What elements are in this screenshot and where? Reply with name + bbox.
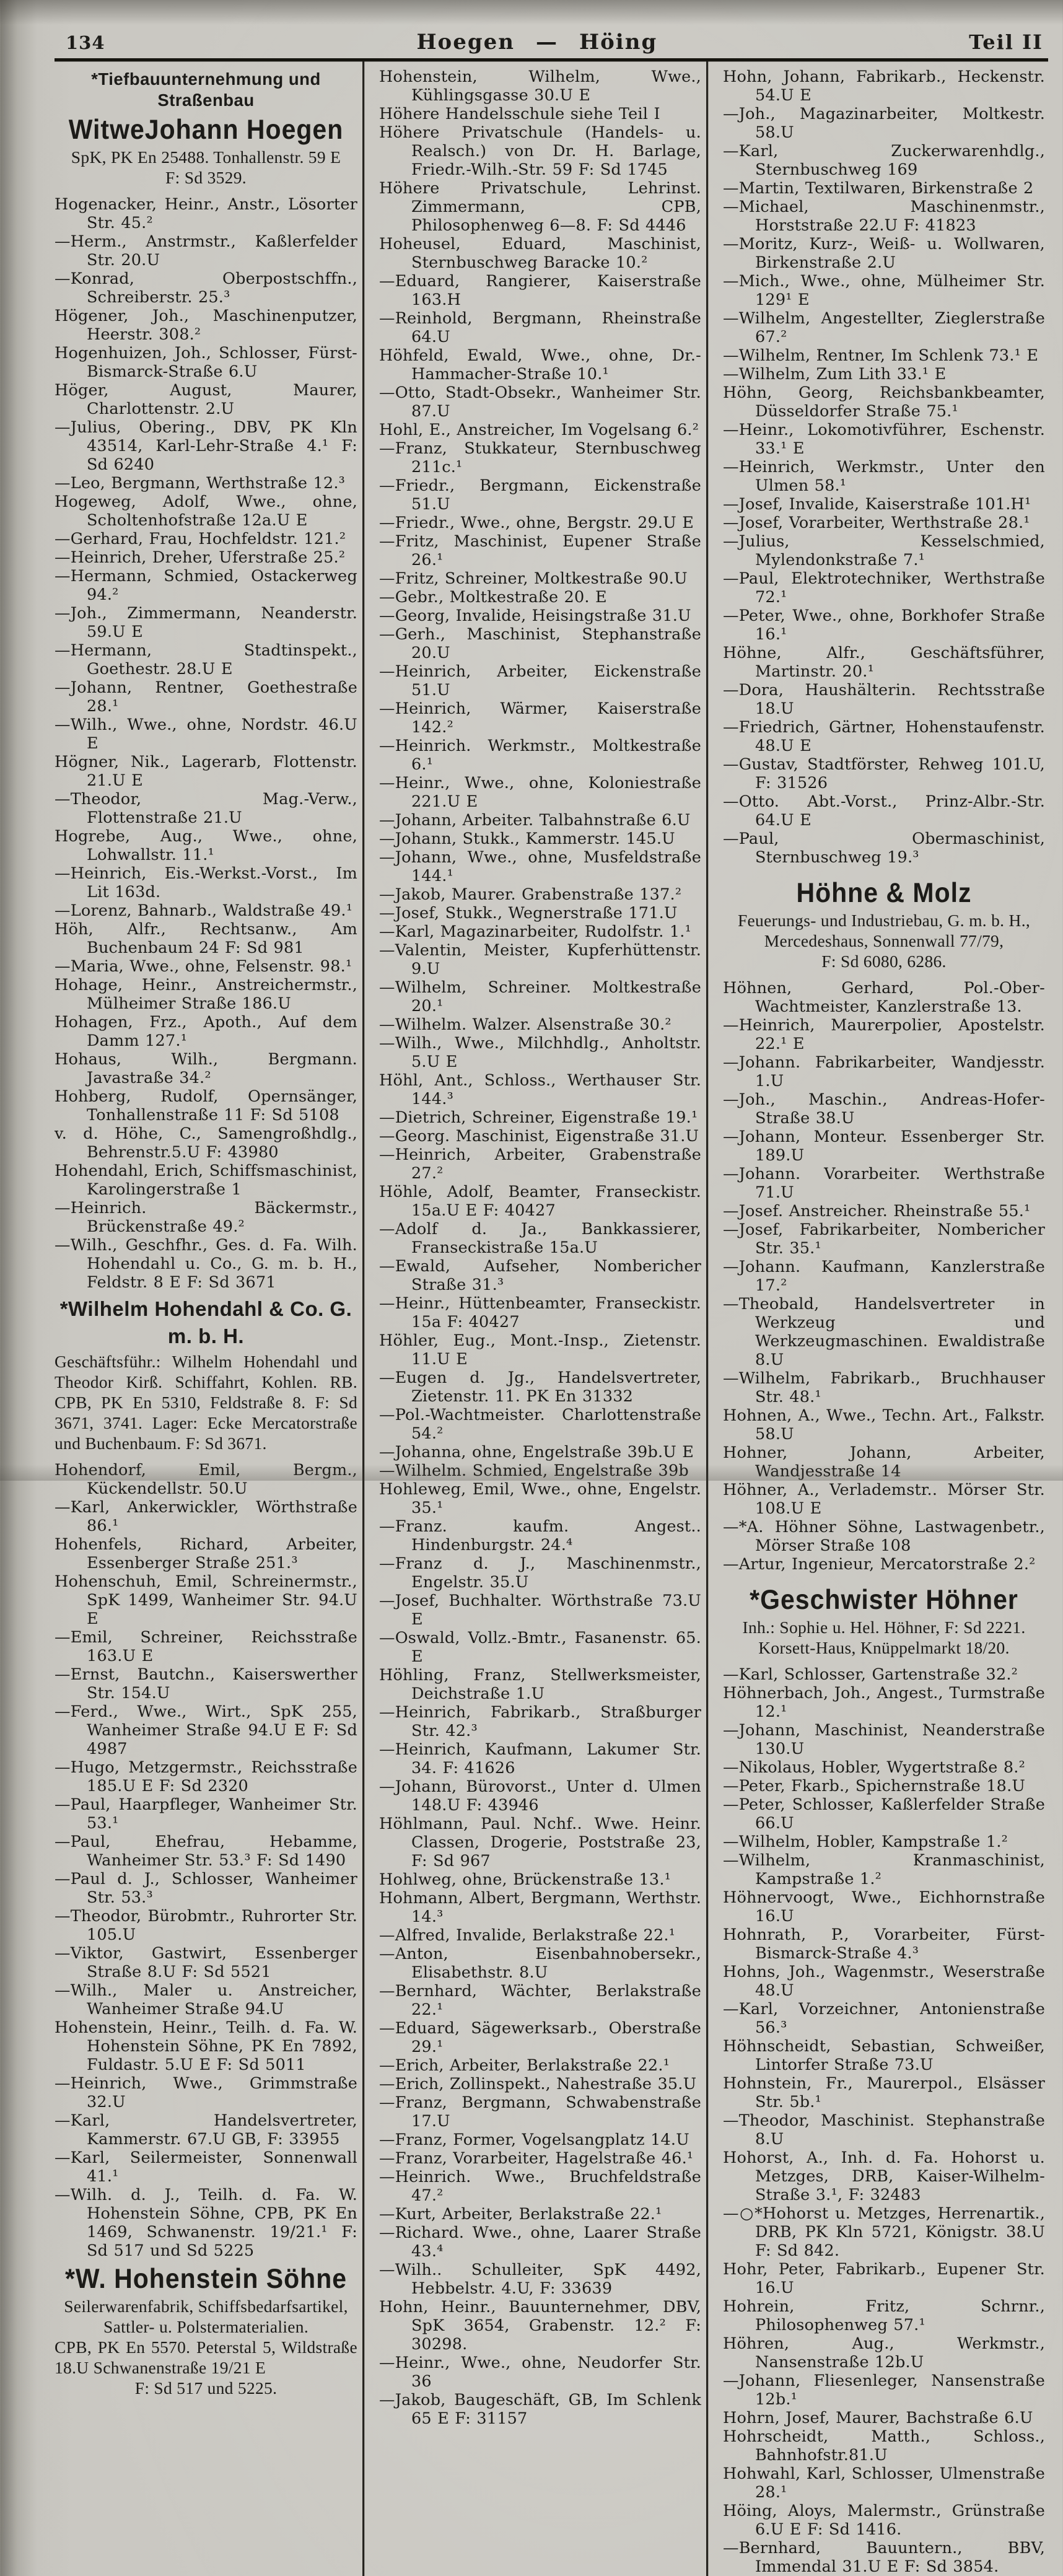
directory-entry: Hohleweg, Emil, Wwe., ohne, Engelstr. 35.¹: [379, 1480, 701, 1517]
ad-text-line: F: Sd 6080, 6286.: [821, 952, 947, 971]
directory-entry: —Heinr., Wwe., ohne, Neudorfer Str. 36: [379, 2354, 701, 2391]
directory-entry: —Otto, Stadt-Obsekr., Wanheimer Str. 87.U: [379, 383, 701, 421]
directory-entry: Höhfeld, Ewald, Wwe., ohne, Dr.-Hammacher-Straße 10.¹: [379, 346, 701, 383]
directory-entry: —Gustav, Stadtförster, Rehweg 101.U, F: 31526: [723, 755, 1045, 792]
directory-entry: Högener, Joh., Maschinenputzer, Heerstr. 308.²: [55, 307, 357, 344]
directory-entry: —Ewald, Aufseher, Nombericher Straße 31.³: [379, 1257, 701, 1294]
directory-entry: —Jakob, Maurer. Grabenstraße 137.²: [379, 885, 682, 904]
directory-entry: —Franz, Vorarbeiter, Hagelstraße 46.¹: [379, 2149, 694, 2168]
ad-text-line: Feuerungs- und Industriebau, G. m. b. H.,: [737, 911, 1031, 930]
directory-entry: —Pol.-Wachtmeister. Charlottenstraße 54.²: [379, 1406, 701, 1443]
directory-entry: Höh, Alfr., Rechtsanw., Am Buchenbaum 24 F: Sd 981: [55, 920, 357, 957]
directory-entry: —Franz. kaufm. Angest.. Hindenburgstr. 24.⁴: [379, 1517, 701, 1554]
directory-entry: —Joh., Maschin., Andreas-Hofer-Straße 38.U: [723, 1090, 1045, 1128]
column-3: [708, 61, 1045, 2576]
directory-entry: —Gebr., Moltkestraße 20. E: [379, 588, 607, 607]
ad-text-line: Korsett-Haus, Knüppelmarkt 18/20.: [758, 1638, 1010, 1657]
directory-entry: —Johanna, ohne, Engelstraße 39b.U E: [379, 1443, 694, 1461]
directory-entry: —Heinrich. Bäckermstr., Brückenstraße 49.²: [55, 1199, 357, 1236]
ad-company-name: Höhne & Molz: [796, 877, 972, 908]
directory-entry: —Ferd., Wwe., Wirt., SpK 255, Wanheimer Straße 94.U E F: Sd 4987: [55, 1702, 357, 1758]
directory-entry: —Johann. Kaufmann, Kanzlerstraße 17.²: [723, 1258, 1045, 1295]
directory-entry: —Eduard, Rangierer, Kaiserstraße 163.H: [379, 272, 701, 309]
directory-entry: —Peter, Schlosser, Kaßlerfelder Straße 66.U: [723, 1795, 1045, 1833]
directory-entry: —Bernhard, Bauuntern., BBV, Immendal 31.U E F: Sd 3854.: [723, 2539, 1045, 2576]
directory-entry: Höhling, Franz, Stellwerksmeister, Deichstraße 1.U: [379, 1666, 701, 1703]
directory-entry: Hohberg, Rudolf, Opernsänger, Tonhallenstraße 11 F: Sd 5108: [55, 1087, 357, 1124]
directory-entry: —Maria, Wwe., ohne, Felsenstr. 98.¹: [55, 957, 352, 976]
directory-entry: —Eduard, Sägewerksarb., Oberstraße 29.¹: [379, 2019, 701, 2056]
directory-entry: —Emil, Schreiner, Reichsstraße 163.U E: [55, 1628, 357, 1665]
directory-entry: Hohnrath, P., Vorarbeiter, Fürst-Bismarck-Straße 4.³: [723, 1925, 1045, 1963]
spacer: [55, 188, 357, 195]
directory-entry: —Mich., Wwe., ohne, Mülheimer Str. 129¹ E: [723, 272, 1045, 309]
directory-entry: Höhler, Eug., Mont.-Insp., Zietenstr. 11.U E: [379, 1331, 701, 1369]
directory-entry: Hoheusel, Eduard, Maschinist, Sternbuschweg Baracke 10.²: [379, 235, 701, 272]
directory-entry: —Heinrich, Fabrikarb., Straßburger Str. 42.³: [379, 1703, 701, 1740]
page-header: [55, 30, 1048, 58]
directory-entry: —Heinr., Wwe., ohne, Koloniestraße 221.U E: [379, 774, 701, 811]
directory-entry: Höhnscheidt, Sebastian, Schweißer, Lintorfer Straße 73.U: [723, 2037, 1045, 2074]
directory-entry: Hohenfels, Richard, Arbeiter, Essenberger Straße 251.³: [55, 1535, 357, 1572]
directory-entry: —Georg. Maschinist, Eigenstraße 31.U: [379, 1127, 699, 1146]
directory-entry: —Karl, Ankerwickler, Wörthstraße 86.¹: [55, 1498, 357, 1535]
directory-entry: Hohr, Peter, Fabrikarb., Eupener Str. 16.U: [723, 2260, 1045, 2297]
directory-entry: —Artur, Ingenieur, Mercatorstraße 2.²: [723, 1555, 1036, 1574]
ad-text-line: SpK, PK En 25488. Tonhallenstr. 59 E: [71, 147, 341, 167]
directory-entry: —Michael, Maschinenmstr., Horststraße 22.U F: 41823: [723, 198, 1045, 235]
ad-text-block: Geschäftsführ.: Wilhelm Hohendahl und Theodor Kirß. Schiffahrt, Kohlen. RB. CPB, PK En 5310, Feldstraße 8. F: Sd 3671, 3741. Lager: Ecke Mercatorstraße und Buchenbaum. F: Sd 3671.: [55, 1352, 357, 1453]
directory-entry: Höger, August, Maurer, Charlottenstr. 2.U: [55, 381, 357, 418]
directory-entry: —Johann, Arbeiter. Talbahnstraße 6.U: [379, 811, 691, 830]
directory-entry: —Karl, Handelsvertreter, Kammerstr. 67.U GB, F: 33955: [55, 2111, 357, 2149]
directory-entry: —Eugen d. Jg., Handelsvertreter, Zietenstr. 11. PK En 31332: [379, 1369, 701, 1406]
directory-entry: —Paul, Elektrotechniker, Werthstraße 72.¹: [723, 569, 1045, 607]
directory-entry: Hohn, Heinr., Bauunternehmer, DBV, SpK 3654, Grabenstr. 12.² F: 30298.: [379, 2298, 701, 2354]
directory-entry: —Karl, Seilermeister, Sonnenwall 41.¹: [55, 2149, 357, 2186]
directory-entry: —Johann, Stukk., Kammerstr. 145.U: [379, 830, 675, 848]
directory-entry: —Wilhelm, Schreiner. Moltkestraße 20.¹: [379, 978, 701, 1015]
directory-entry: —Wilhelm, Zum Lith 33.¹ E: [723, 365, 947, 383]
directory-entry: Hohage, Heinr., Anstreichermstr., Mülheimer Straße 186.U: [55, 976, 357, 1013]
directory-entry: —Paul d. J., Schlosser, Wanheimer Str. 53.³: [55, 1870, 357, 1907]
directory-entry: Hohn, Johann, Fabrikarb., Heckenstr. 54.U E: [723, 68, 1045, 105]
directory-entry: Hohmann, Albert, Bergmann, Werthstr. 14.³: [379, 1889, 701, 1926]
directory-entry: Hohnen, A., Wwe., Techn. Art., Falkstr. 58.U: [723, 1406, 1045, 1444]
directory-entry: —Georg, Invalide, Heisingstraße 31.U: [379, 607, 691, 625]
directory-entry: —Paul, Obermaschinist, Sternbuschweg 19.³: [723, 830, 1045, 867]
column-2: [364, 61, 701, 2576]
directory-entry: Hohenstein, Heinr., Teilh. d. Fa. W. Hohenstein Söhne, PK En 7892, Fuldastr. 5.U E F: Sd 5011: [55, 2018, 357, 2074]
directory-entry: Hohlweg, ohne, Brückenstraße 13.¹: [379, 1870, 671, 1889]
directory-entry: —Wilh., Wwe., Milchhdlg., Anholtstr. 5.U E: [379, 1034, 701, 1071]
part-label: Teil II: [969, 30, 1043, 54]
directory-entry: —Heinrich, Eis.-Werkst.-Vorst., Im Lit 163d.: [55, 864, 357, 901]
directory-entry: Hohwahl, Karl, Schlosser, Ulmenstraße 28.¹: [723, 2464, 1045, 2502]
directory-entry: —Josef, Buchhalter. Wörthstraße 73.U E: [379, 1592, 701, 1629]
directory-entry: v. d. Höhe, C., Samengroßhdlg., Behrenstr.5.U F: 43980: [55, 1124, 357, 1162]
directory-entry: —Anton, Eisenbahnobersekr., Elisabethstr. 8.U: [379, 1945, 701, 1982]
directory-entry: —Konrad, Oberpostschffn., Schreiberstr. 25.³: [55, 269, 357, 307]
directory-entry: —Joh., Magazinarbeiter, Moltkestr. 58.U: [723, 105, 1045, 142]
ad-text-line: F: Sd 517 und 5225.: [134, 2378, 278, 2398]
directory-entry: —Hugo, Metzgermstr., Reichsstraße 185.U E F: Sd 2320: [55, 1758, 357, 1795]
directory-entry: —Herm., Anstrmstr., Kaßlerfelder Str. 20.U: [55, 232, 357, 269]
directory-entry: —Jakob, Baugeschäft, GB, Im Schlenk 65 E F: 31157: [379, 2391, 701, 2428]
directory-entry: —Alfred, Invalide, Berlakstraße 22.¹: [379, 1926, 676, 1945]
directory-entry: Höhne, Alfr., Geschäftsführer, Martinstr. 20.¹: [723, 644, 1045, 681]
directory-entry: —Josef, Stukk., Wegnerstraße 171.U: [379, 904, 678, 922]
directory-entry: —Johann. Fabrikarbeiter, Wandjesstr. 1.U: [723, 1053, 1045, 1090]
directory-entry: —Josef. Anstreicher. Rheinstraße 55.¹: [723, 1202, 1031, 1220]
directory-entry: Höhren, Aug., Werkmstr., Nansenstraße 12b.U: [723, 2334, 1045, 2372]
directory-entry: —Erich, Zollinspekt., Nahestraße 35.U: [379, 2075, 697, 2093]
directory-entry: —Johann. Vorarbeiter. Werthstraße 71.U: [723, 1165, 1045, 1202]
directory-entry: —Peter, Fkarb., Spichernstraße 18.U: [723, 1777, 1026, 1795]
page-title-left: Hoegen: [416, 30, 515, 55]
directory-entry: —Viktor, Gastwirt, Essenberger Straße 8.U F: Sd 5521: [55, 1944, 357, 1981]
ad-text-line: Mercedeshaus, Sonnenwall 77/79,: [764, 931, 1004, 950]
directory-entry: Hogrebe, Aug., Wwe., ohne, Lohwallstr. 11.¹: [55, 827, 357, 864]
directory-entry: —Wilhelm, Rentner, Im Schlenk 73.¹ E: [723, 346, 1039, 365]
directory-entry: Högner, Nik., Lagerarb, Flottenstr. 21.U E: [55, 753, 357, 790]
directory-entry: —Gerhard, Frau, Hochfeldstr. 121.²: [55, 530, 346, 548]
directory-entry: —Heinrich. Werkmstr., Moltkestraße 6.¹: [379, 737, 701, 774]
directory-entry: —Karl, Schlosser, Gartenstraße 32.²: [723, 1665, 1018, 1684]
spacer: [55, 1453, 357, 1461]
directory-entry: —Dietrich, Schreiner, Eigenstraße 19.¹: [379, 1108, 698, 1127]
directory-entry: —Heinrich, Kaufmann, Lakumer Str. 34. F: 41626: [379, 1740, 701, 1777]
directory-entry: —Hermann, Stadtinspekt., Goethestr. 28.U E: [55, 641, 357, 678]
directory-entry: —Kurt, Arbeiter, Berlakstraße 22.¹: [379, 2205, 662, 2223]
directory-entry: Hohrscheidt, Matth., Schloss., Bahnhofstr.81.U: [723, 2427, 1045, 2464]
directory-entry: —Wilh. d. J., Teilh. d. Fa. W. Hohenstein Söhne, CPB, PK En 1469, Schwanenstr. 19/21.¹ F: Sd 517 und Sd 5225: [55, 2186, 357, 2260]
directory-entry: —Theodor, Bürobmtr., Ruhrorter Str. 105.U: [55, 1907, 357, 1944]
directory-entry: Hohrein, Fritz, Schrnr., Philosophenweg 57.¹: [723, 2297, 1045, 2334]
directory-entry: —Wilh.. Schulleiter, SpK 4492, Hebbelstr. 4.U, F: 33639: [379, 2261, 701, 2298]
directory-entry: Hohorst, A., Inh. d. Fa. Hohorst u. Metzges, DRB, Kaiser-Wilhelm-Straße 3.¹, F: 32483: [723, 2149, 1045, 2204]
page-title-dash: —: [536, 30, 558, 55]
spacer: [723, 1574, 1045, 1581]
directory-entry: Höhnerbach, Joh., Angest., Turmstraße 12.¹: [723, 1684, 1045, 1721]
directory-entry: —Gerh., Maschinist, Stephanstraße 20.U: [379, 625, 701, 662]
page-title-right: Höing: [579, 30, 658, 55]
directory-entry: —Erich, Arbeiter, Berlakstraße 22.¹: [379, 2056, 670, 2075]
directory-entry: —Valentin, Meister, Kupferhüttenstr. 9.U: [379, 941, 701, 978]
ad-text-block: CPB, PK En 5570. Peterstal 5, Wildstraße 18.U Schwanenstraße 19/21 E: [55, 2337, 357, 2377]
directory-entry: —Franz, Stukkateur, Sternbuschweg 211c.¹: [379, 439, 701, 476]
directory-entry: —Theodor, Mag.-Verw., Flottenstraße 21.U: [55, 790, 357, 827]
directory-entry: —Heinrich, Wwe., Grimmstraße 32.U: [55, 2074, 357, 2111]
ad-company-name: *W. Hohenstein Söhne: [64, 2263, 348, 2294]
directory-entry: —Leo, Bergmann, Werthstraße 12.³: [55, 474, 346, 493]
directory-entry: —Joh., Zimmermann, Neanderstr. 59.U E: [55, 604, 357, 641]
directory-entry: —Karl, Zuckerwarenhdlg., Sternbuschweg 169: [723, 142, 1045, 179]
directory-entry: Hogenacker, Heinr., Anstr., Lösorter Str. 45.²: [55, 195, 357, 232]
spacer: [723, 971, 1045, 979]
directory-entry: Hohendahl, Erich, Schiffsmaschinist, Karolingerstraße 1: [55, 1162, 357, 1199]
spacer: [723, 867, 1045, 874]
ad-company-name: *Geschwister Höhner: [750, 1584, 1018, 1615]
directory-entry: —Heinr., Hüttenbeamter, Franseckistr. 15a F: 40427: [379, 1294, 701, 1331]
directory-entry: —Reinhold, Bergmann, Rheinstraße 64.U: [379, 309, 701, 346]
directory-entry: —Josef, Invalide, Kaiserstraße 101.H¹: [723, 495, 1031, 514]
directory-entry: Höhere Handelsschule siehe Teil I: [379, 105, 660, 123]
directory-entry: —Moritz, Kurz-, Weiß- u. Wollwaren, Birkenstraße 2.U: [723, 235, 1045, 272]
directory-entry: —Wilhelm, Fabrikarb., Bruchhauser Str. 48.¹: [723, 1369, 1045, 1406]
ad-text-line: Sattler- u. Polstermaterialien.: [103, 2317, 308, 2336]
directory-entry: —Martin, Textilwaren, Birkenstraße 2: [723, 179, 1034, 198]
directory-entry: —Adolf d. Ja., Bankkassierer, Franseckistraße 15a.U: [379, 1220, 701, 1257]
directory-entry: —Wilh., Maler u. Anstreicher, Wanheimer Straße 94.U: [55, 1981, 357, 2018]
directory-entry: Hohendorf, Emil, Bergm., Kückendellstr. 50.U: [55, 1461, 357, 1498]
directory-entry: Höing, Aloys, Malermstr., Grünstraße 6.U E F: Sd 1416.: [723, 2502, 1045, 2539]
directory-entry: Hohl, E., Anstreicher, Im Vogelsang 6.²: [379, 421, 699, 439]
page-sheet: [55, 30, 1048, 2576]
directory-entry: —Wilhelm, Angestellter, Zieglerstraße 67.²: [723, 309, 1045, 346]
directory-entry: —Friedr., Wwe., ohne, Bergstr. 29.U E: [379, 514, 694, 532]
directory-entry: —○*Hohorst u. Metzges, Herrenartik., DRB, PK Kln 5721, Königstr. 38.U F: Sd 842.: [723, 2204, 1045, 2260]
directory-entry: Höhnen, Gerhard, Pol.-Ober-Wachtmeister, Kanzlerstraße 13.: [723, 979, 1045, 1016]
directory-entry: —Karl, Magazinarbeiter, Rudolfstr. 1.¹: [379, 922, 692, 941]
directory-entry: Höhl, Ant., Schloss., Werthauser Str. 144.³: [379, 1071, 701, 1108]
directory-entry: —Wilhelm, Hobler, Kampstraße 1.²: [723, 1833, 1008, 1851]
directory-entry: —Franz d. J., Maschinenmstr., Engelstr. 35.U: [379, 1554, 701, 1592]
ad-company-name: WitweJohann Hoegen: [68, 114, 344, 145]
directory-entry: Hohns, Joh., Wagenmstr., Weserstraße 48.U: [723, 1963, 1045, 2000]
directory-entry: Hohrn, Josef, Maurer, Bachstraße 6.U: [723, 2409, 1033, 2427]
directory-entry: —Heinrich, Wärmer, Kaiserstraße 142.²: [379, 699, 701, 737]
directory-entry: —Bernhard, Wächter, Berlakstraße 22.¹: [379, 1982, 701, 2019]
directory-entry: Hohenstein, Wilhelm, Wwe., Kühlingsgasse 30.U E: [379, 68, 701, 105]
directory-entry: Hogenhuizen, Joh., Schlosser, Fürst-Bismarck-Straße 6.U: [55, 344, 357, 381]
directory-entry: —Wilh., Geschfhr., Ges. d. Fa. Wilh. Hohendahl u. Co., G. m. b. H., Feldstr. 8 E F: Sd 3671: [55, 1236, 357, 1292]
directory-entry: —Peter, Wwe., ohne, Borkhofer Straße 16.¹: [723, 607, 1045, 644]
directory-entry: —Johann, Wwe., ohne, Musfeldstraße 144.¹: [379, 848, 701, 885]
directory-entry: Höhle, Adolf, Beamter, Franseckistr. 15a.U E F: 40427: [379, 1183, 701, 1220]
directory-entry: Hohner, Johann, Arbeiter, Wandjesstraße 14: [723, 1444, 1045, 1481]
directory-entry: —Julius, Kesselschmied, Mylendonkstraße 7.¹: [723, 532, 1045, 569]
directory-entry: —Ernst, Bautchn., Kaiserswerther Str. 154.U: [55, 1665, 357, 1702]
page-number: 134: [66, 32, 105, 53]
ad-heading: *Tiefbauunternehmung und Straßenbau: [91, 69, 321, 110]
directory-entry: Höhner, A., Verlademstr.. Mörser Str. 108.U E: [723, 1481, 1045, 1518]
directory-entry: —Heinrich, Werkmstr., Unter den Ulmen 58.¹: [723, 458, 1045, 495]
directory-entry: —Karl, Vorzeichner, Antonienstraße 56.³: [723, 2000, 1045, 2037]
column-1: [55, 61, 357, 2576]
directory-entry: —Heinrich, Arbeiter, Eickenstraße 51.U: [379, 662, 701, 699]
directory-entry: —Wilh., Wwe., ohne, Nordstr. 46.U E: [55, 716, 357, 753]
directory-entry: —Wilhelm. Schmied, Engelstraße 39b: [379, 1461, 689, 1480]
spacer: [723, 1658, 1045, 1665]
directory-entry: —Wilhelm, Kranmaschinist, Kampstraße 1.²: [723, 1851, 1045, 1888]
directory-entry: —Theobald, Handelsvertreter in Werkzeug und Werkzeugmaschinen. Ewaldistraße 8.U: [723, 1295, 1045, 1369]
directory-entry: —Friedrich, Gärtner, Hohenstaufenstr. 48.U E: [723, 718, 1045, 755]
directory-entry: —Theodor, Maschinist. Stephanstraße 8.U: [723, 2111, 1045, 2149]
directory-entry: Höhlmann, Paul. Nchf.. Wwe. Heinr. Classen, Drogerie, Poststraße 23, F: Sd 967: [379, 1815, 701, 1870]
directory-entry: —Paul, Haarpfleger, Wanheimer Str. 53.¹: [55, 1795, 357, 1833]
directory-entry: —Johann, Monteur. Essenberger Str. 189.U: [723, 1128, 1045, 1165]
directory-entry: Hogeweg, Adolf, Wwe., ohne, Scholtenhofstraße 12a.U E: [55, 493, 357, 530]
directory-entry: —Heinrich, Maurerpolier, Apostelstr. 22.¹ E: [723, 1016, 1045, 1053]
directory-entry: —Fritz, Schreiner, Moltkestraße 90.U: [379, 569, 688, 588]
ad-text-line: F: Sd 3529.: [165, 168, 247, 187]
directory-entry: —Johann, Maschinist, Neanderstraße 130.U: [723, 1721, 1045, 1758]
directory-entry: Höhere Privatschule, Lehrinst. Zimmermann, CPB, Philosophenweg 6—8. F: Sd 4446: [379, 179, 701, 235]
directory-entry: Hohenschuh, Emil, Schreinermstr., SpK 1499, Wanheimer Str. 94.U E: [55, 1572, 357, 1628]
directory-entry: —Richard. Wwe., ohne, Laarer Straße 43.⁴: [379, 2223, 701, 2261]
directory-entry: Hohagen, Frz., Apoth., Auf dem Damm 127.¹: [55, 1013, 357, 1050]
directory-entry: —Johann, Rentner, Goethestraße 28.¹: [55, 678, 357, 716]
directory-entry: —Julius, Obering., DBV, PK Kln 43514, Karl-Lehr-Straße 4.¹ F: Sd 6240: [55, 418, 357, 474]
ad-text-line: Seilerwarenfabrik, Schiffsbedarfsartikel,: [64, 2297, 348, 2316]
ad-text-line: Inh.: Sophie u. Hel. Höhner, F: Sd 2221.: [742, 1618, 1026, 1637]
directory-entry: Hohnstein, Fr., Maurerpol., Elsässer Str. 5b.¹: [723, 2074, 1045, 2111]
directory-entry: —Paul, Ehefrau, Hebamme, Wanheimer Str. 53.³ F: Sd 1490: [55, 1833, 357, 1870]
page-title: [416, 30, 657, 55]
column-layout: [55, 61, 1048, 2576]
directory-entry: —Heinrich, Arbeiter, Grabenstraße 27.²: [379, 1146, 701, 1183]
directory-entry: —Hermann, Schmied, Ostackerweg 94.²: [55, 567, 357, 604]
directory-entry: Höhn, Georg, Reichsbankbeamter, Düsseldorfer Straße 75.¹: [723, 383, 1045, 421]
directory-entry: —Heinrich. Wwe., Bruchfeldstraße 47.²: [379, 2168, 701, 2205]
directory-entry: —Franz, Bergmann, Schwabenstraße 17.U: [379, 2093, 701, 2131]
directory-entry: —Franz, Former, Vogelsangplatz 14.U: [379, 2131, 689, 2149]
directory-entry: Hohaus, Wilh., Bergmann. Javastraße 34.²: [55, 1050, 357, 1087]
directory-entry: —Heinrich, Dreher, Uferstraße 25.²: [55, 548, 346, 567]
directory-entry: —Josef, Vorarbeiter, Werthstraße 28.¹: [723, 514, 1030, 532]
directory-entry: —Heinr., Lokomotivführer, Eschenstr. 33.¹ E: [723, 421, 1045, 458]
directory-entry: —Wilhelm. Walzer. Alsenstraße 30.²: [379, 1015, 671, 1034]
directory-entry: Höhere Privatschule (Handels- u. Realsch.) von Dr. H. Barlage, Friedr.-Wilh.-Str. 59 F: Sd 1745: [379, 123, 701, 179]
directory-entry: —Nikolaus, Hobler, Wygertstraße 8.²: [723, 1758, 1026, 1777]
ad-company-name: *Wilhelm Hohendahl & Co. G. m. b. H.: [59, 1297, 352, 1347]
directory-entry: —Johann, Bürovorst., Unter d. Ulmen 148.U F: 43946: [379, 1777, 701, 1815]
directory-entry: —Lorenz, Bahnarb., Waldstraße 49.¹: [55, 901, 353, 920]
directory-entry: —Friedr., Bergmann, Eickenstraße 51.U: [379, 476, 701, 514]
directory-entry: Höhnervoogt, Wwe., Eichhornstraße 16.U: [723, 1888, 1045, 1925]
directory-entry: —*A. Höhner Söhne, Lastwagenbetr., Mörser Straße 108: [723, 1518, 1045, 1555]
directory-entry: —Otto. Abt.-Vorst., Prinz-Albr.-Str. 64.U E: [723, 792, 1045, 830]
directory-entry: —Johann, Fliesenleger, Nansenstraße 12b.¹: [723, 2372, 1045, 2409]
directory-entry: —Fritz, Maschinist, Eupener Straße 26.¹: [379, 532, 701, 569]
directory-entry: —Dora, Haushälterin. Rechtsstraße 18.U: [723, 681, 1045, 718]
directory-entry: —Oswald, Vollz.-Bmtr., Fasanenstr. 65. E: [379, 1629, 701, 1666]
directory-entry: —Josef, Fabrikarbeiter, Nombericher Str. 35.¹: [723, 1220, 1045, 1258]
